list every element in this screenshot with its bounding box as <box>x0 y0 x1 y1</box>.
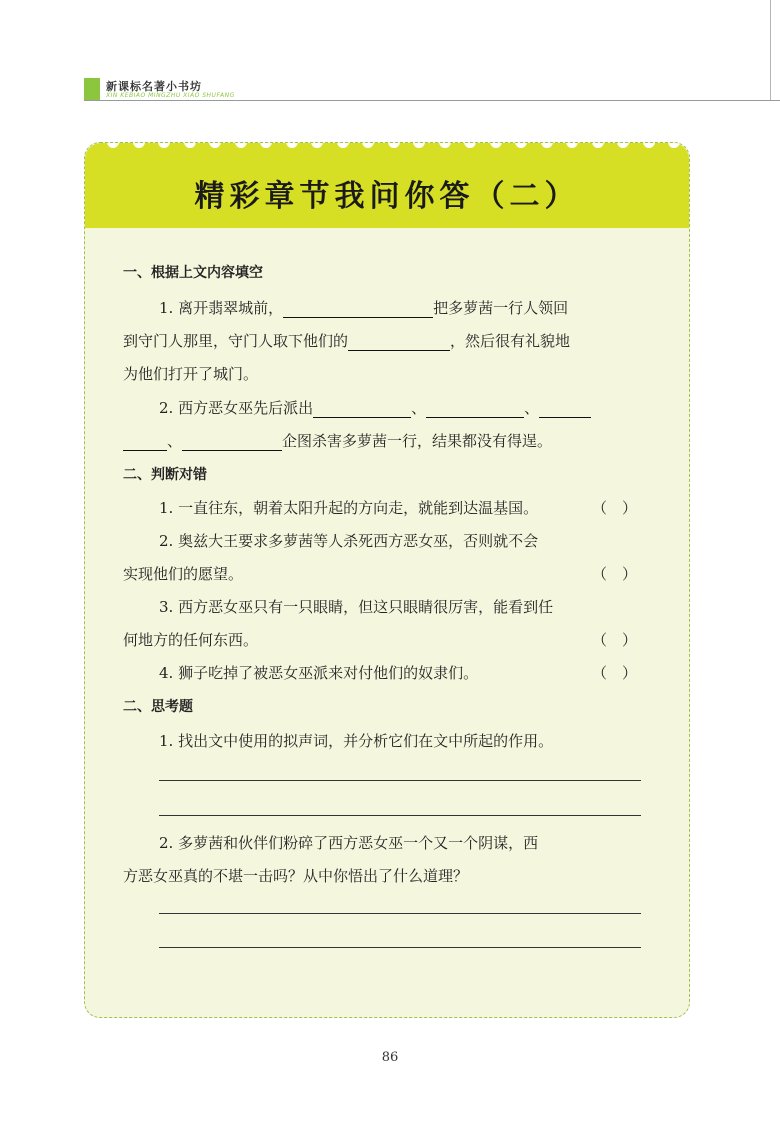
scallop-dot <box>643 142 655 148</box>
scallop-dot <box>311 142 323 148</box>
tf-q2-line2: 实现他们的愿望。 <box>123 565 244 583</box>
tf-q2-line1: 2. 奥兹大王要求多萝茜等人杀死西方恶女巫，否则就不会 <box>159 532 539 550</box>
fill-q2-sep-1: 、 <box>411 399 427 417</box>
fill-q2-blank-3[interactable] <box>539 401 591 418</box>
fill-q2-sep-2: 、 <box>524 399 540 417</box>
think-q2-line2: 方恶女巫真的不堪一击吗？从中你悟出了什么道理？ <box>123 867 469 885</box>
scallop-dot <box>235 142 247 148</box>
think-q1-answer-line-1[interactable] <box>159 780 641 781</box>
scallop-dot <box>107 142 119 148</box>
section-heading-true-false: 二、判断对错 <box>123 467 207 483</box>
scallop-dot <box>566 142 578 148</box>
fill-q2-blank-4[interactable] <box>182 434 282 451</box>
header-rule <box>84 100 780 101</box>
scallop-dot <box>464 142 476 148</box>
series-pinyin: XIN KEBIAO MINGZHU XIAO SHUFANG <box>106 92 235 99</box>
fill-q1-text-a: 1. 离开翡翠城前， <box>159 299 284 317</box>
fill-q2-blank-1[interactable] <box>313 401 411 418</box>
fill-q2-text-b: 企图杀害多萝茜一行，结果都没有得逞。 <box>282 432 553 450</box>
think-q2-answer-line-1[interactable] <box>159 913 641 914</box>
scallop-dot <box>617 142 629 148</box>
scallop-dot <box>515 142 527 148</box>
tf-q3-answer[interactable]: （ ） <box>592 631 638 649</box>
tf-q2-answer[interactable]: （ ） <box>592 565 638 583</box>
fill-q1-blank-1[interactable] <box>283 301 433 318</box>
fill-q1-text-d: ，然后很有礼貌地 <box>450 332 571 350</box>
tf-q1-answer[interactable]: （ ） <box>592 499 638 517</box>
section-heading-fill-blank: 一、根据上文内容填空 <box>123 265 263 281</box>
fill-q1-blank-2[interactable] <box>348 334 450 351</box>
scallop-dot <box>592 142 604 148</box>
think-q2-line1: 2. 多萝茜和伙伴们粉碎了西方恶女巫一个又一个阴谋，西 <box>159 834 539 852</box>
fill-q2-blank-2[interactable] <box>426 401 524 418</box>
fill-q1-line1 <box>159 297 568 318</box>
scallop-dot <box>413 142 425 148</box>
section-heading-thinking: 二、思考题 <box>123 699 193 715</box>
scallop-dot <box>260 142 272 148</box>
tf-q4-answer[interactable]: （ ） <box>592 664 638 682</box>
card-header <box>85 143 689 228</box>
fill-q1-text-c: 到守门人那里，守门人取下他们的 <box>123 332 349 350</box>
scallop-dot <box>158 142 170 148</box>
think-q2-answer-line-2[interactable] <box>159 947 641 948</box>
scallop-dot <box>286 142 298 148</box>
fill-q2-sep-3: 、 <box>167 432 183 450</box>
page-number: 86 <box>381 1050 399 1065</box>
scallop-dot <box>209 142 221 148</box>
scallop-dot <box>184 142 196 148</box>
think-q1: 1. 找出文中使用的拟声词，并分析它们在文中所起的作用。 <box>159 732 554 750</box>
fill-q1-text-b: 把多萝茜一行人领回 <box>433 299 569 317</box>
series-title: 新课标名著小书坊 <box>106 80 202 93</box>
scallop-dot <box>133 142 145 148</box>
card-title: 精彩章节我问你答（二） <box>194 179 580 214</box>
fill-q2-line2 <box>123 430 552 451</box>
scallop-edge <box>85 142 689 154</box>
scallop-dot <box>362 142 374 148</box>
scallop-dot <box>439 142 451 148</box>
header-green-block <box>84 78 100 100</box>
fill-q1-line3: 为他们打开了城门。 <box>123 365 259 383</box>
fill-q2-line1 <box>159 397 591 418</box>
think-q1-answer-line-2[interactable] <box>159 815 641 816</box>
fill-q1-line2 <box>123 330 570 351</box>
scallop-dot <box>541 142 553 148</box>
scallop-dot <box>337 142 349 148</box>
header-vertical-rule <box>770 0 771 100</box>
scallop-dot <box>490 142 502 148</box>
scallop-dot <box>388 142 400 148</box>
fill-q2-blank-3-cont[interactable] <box>123 434 167 451</box>
fill-q2-text-a: 2. 西方恶女巫先后派出 <box>159 399 314 417</box>
tf-q4: 4. 狮子吃掉了被恶女巫派来对付他们的奴隶们。 <box>159 664 479 682</box>
tf-q3-line1: 3. 西方恶女巫只有一只眼睛，但这只眼睛很厉害，能看到任 <box>159 598 554 616</box>
tf-q3-line2: 何地方的任何东西。 <box>123 631 259 649</box>
scallop-dot <box>668 142 680 148</box>
tf-q1: 1. 一直往东，朝着太阳升起的方向走，就能到达温基国。 <box>159 499 539 517</box>
